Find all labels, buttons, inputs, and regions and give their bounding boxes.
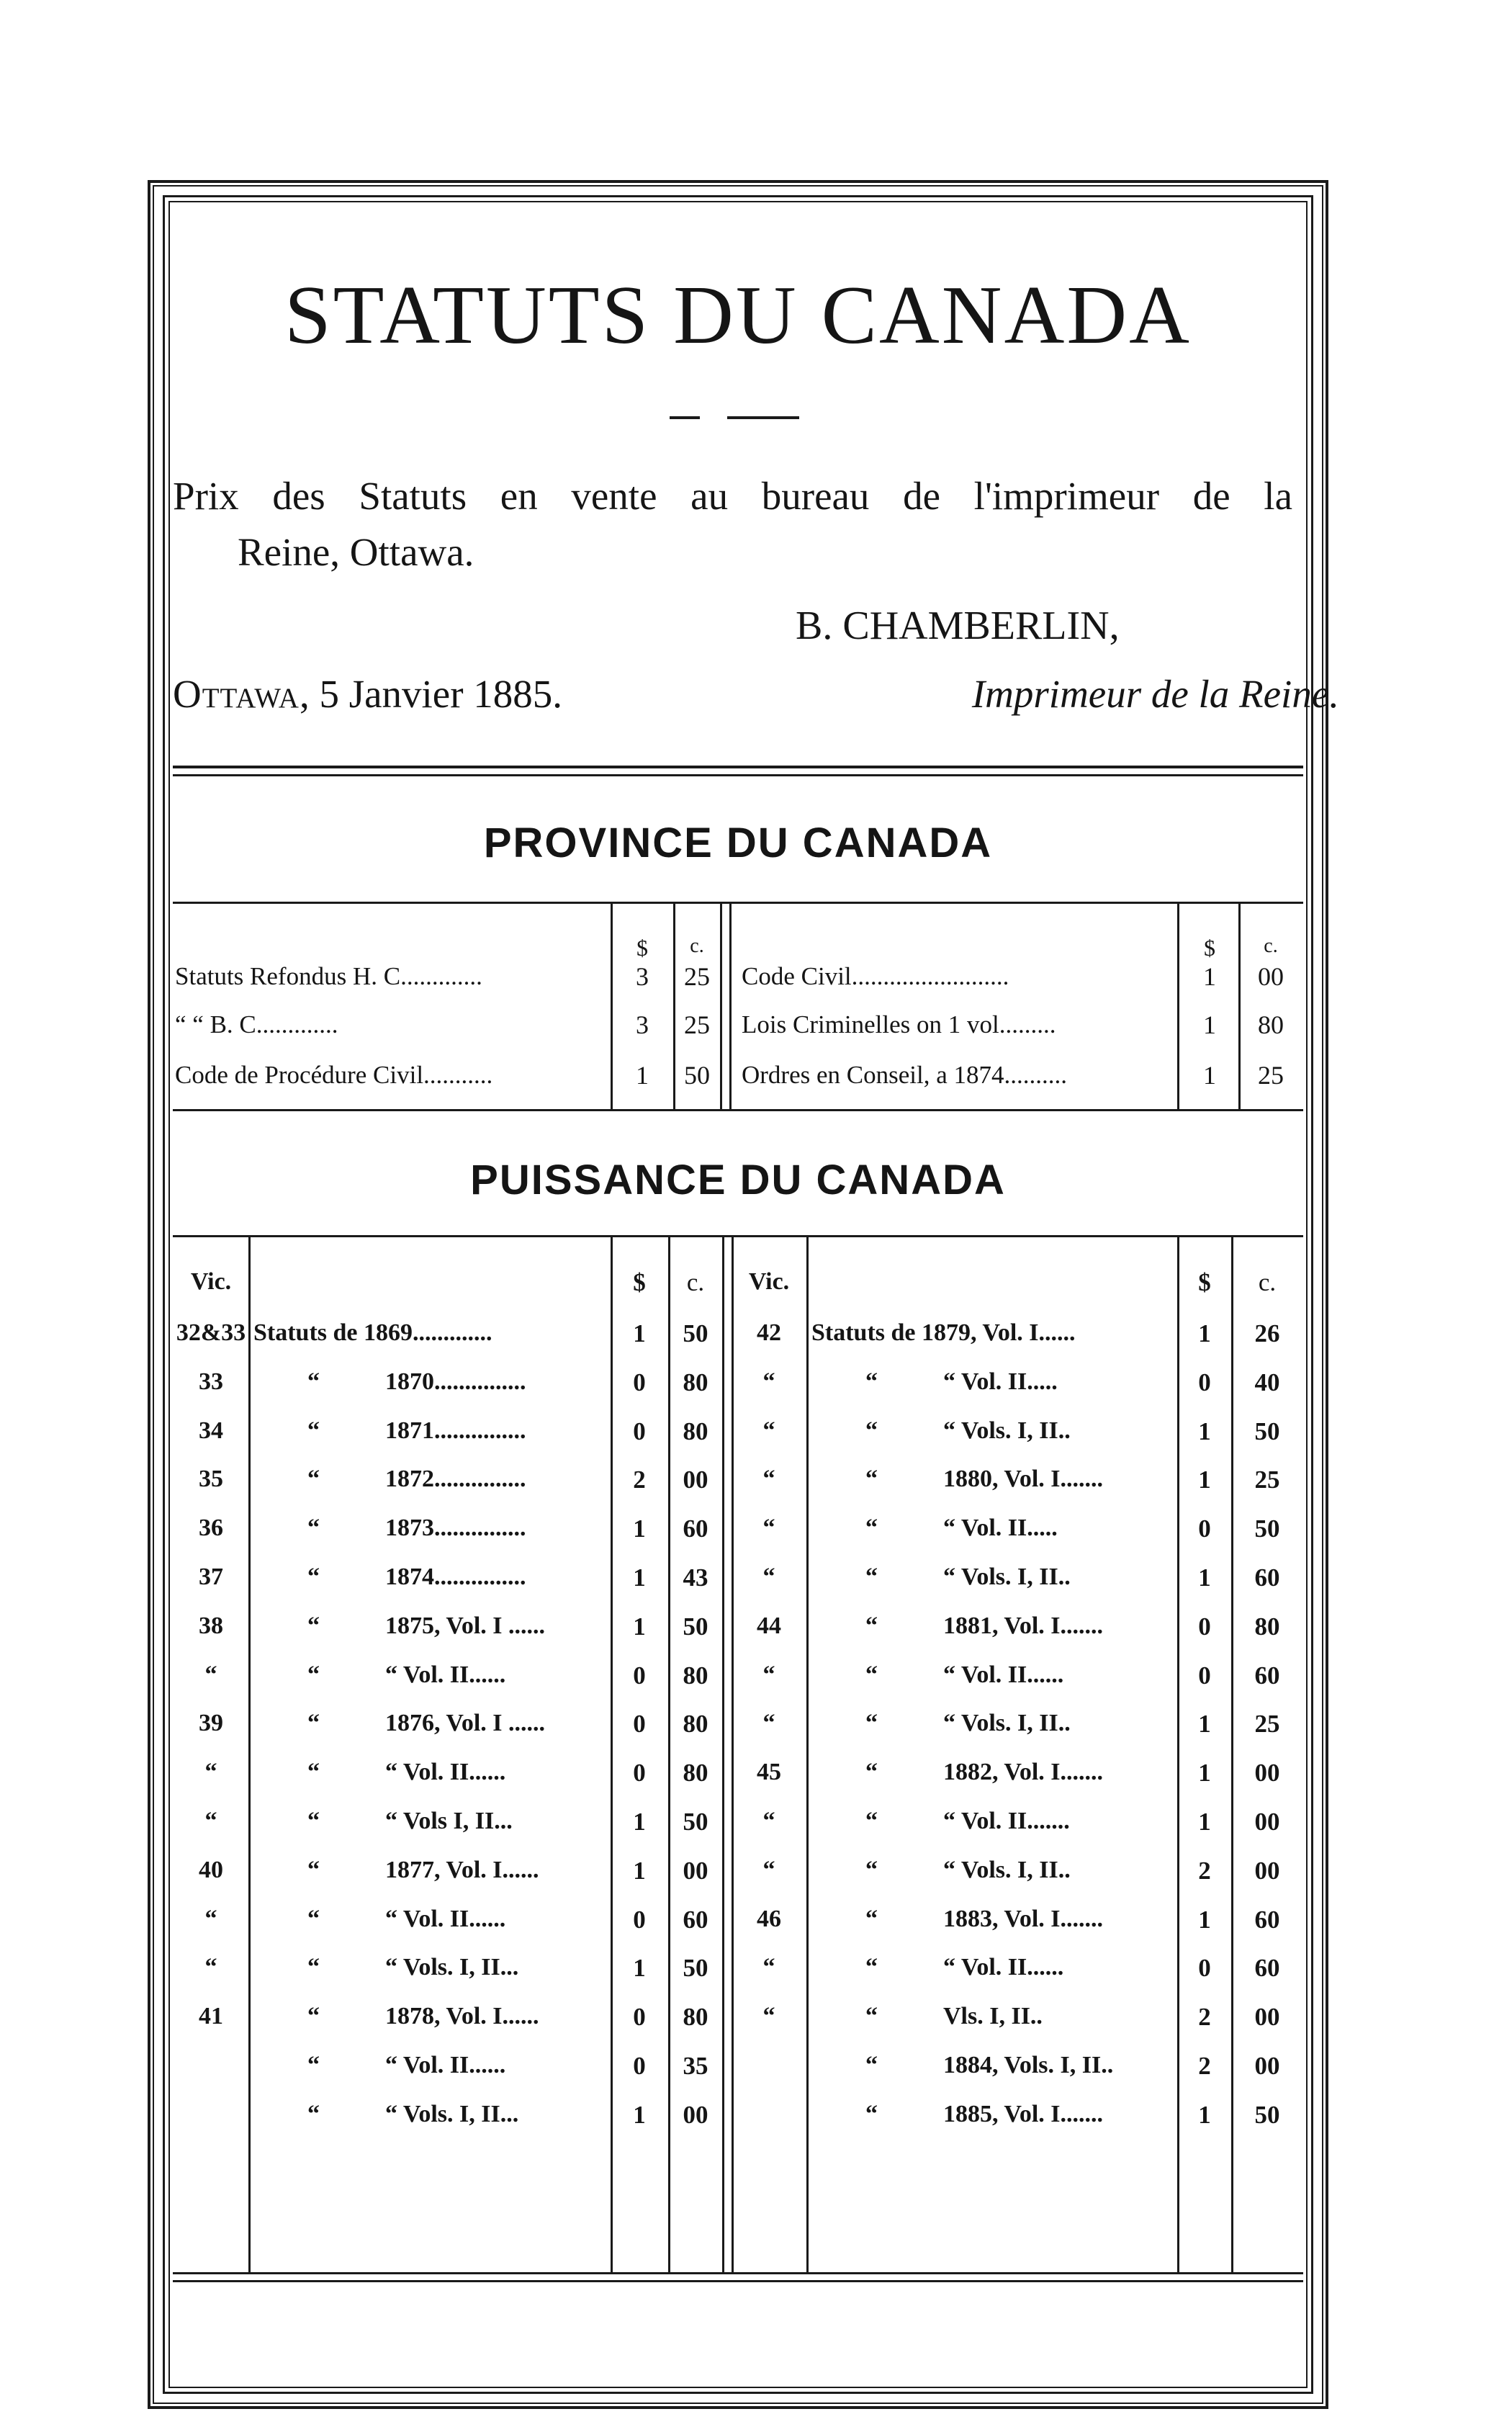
province-header-cents: c. bbox=[1264, 935, 1278, 957]
province-right-cents: 00 bbox=[1258, 962, 1284, 991]
puissance-row-label: 1871............... bbox=[385, 1417, 526, 1444]
puissance-row-label: 1875, Vol. I ...... bbox=[385, 1612, 545, 1639]
puissance-row-ditto: “ bbox=[307, 1759, 320, 1785]
puissance-row-cents: 00 bbox=[683, 1466, 708, 1494]
puissance-row-vic: “ bbox=[762, 1661, 775, 1688]
puissance-row-cents: 00 bbox=[1254, 1759, 1280, 1787]
puissance-row-ditto: “ bbox=[865, 1466, 878, 1492]
puissance-row-ditto: “ bbox=[865, 2052, 878, 2078]
puissance-row-cents: 00 bbox=[683, 2101, 708, 2129]
puissance-row-dollars: 1 bbox=[1198, 1710, 1211, 1738]
puissance-row-label: “ Vols. I, II.. bbox=[943, 1710, 1071, 1736]
puissance-row-ditto: “ bbox=[307, 1661, 320, 1688]
puissance-row-dollars: 0 bbox=[1198, 1515, 1211, 1543]
puissance-row-dollars: 1 bbox=[1198, 2101, 1211, 2129]
province-right-dollars: 1 bbox=[1203, 1061, 1216, 1090]
puissance-row-vic: “ bbox=[762, 2003, 775, 2029]
puissance-row-cents: 26 bbox=[1254, 1319, 1280, 1347]
puissance-row-label: “ Vols. I, II.. bbox=[943, 1564, 1071, 1590]
puissance-row-label: “ Vols I, II... bbox=[385, 1808, 513, 1834]
puissance-row-cents: 80 bbox=[683, 1759, 708, 1787]
puissance-row-vic: 38 bbox=[199, 1612, 223, 1639]
puissance-row-label: “ Vols. I, II.. bbox=[943, 1417, 1071, 1444]
province-left-dollars: 1 bbox=[636, 1061, 649, 1090]
title-dash-short bbox=[670, 416, 700, 419]
puissance-row-ditto: “ bbox=[307, 1857, 320, 1883]
puissance-row-dollars: 0 bbox=[633, 2052, 646, 2080]
signer-name: B. CHAMBERLIN, bbox=[796, 604, 1120, 648]
puissance-row-vic: 41 bbox=[199, 2003, 223, 2029]
puissance-row-cents: 50 bbox=[1254, 2101, 1280, 2129]
puissance-row-cents: 43 bbox=[683, 1564, 708, 1592]
puissance-row-vic: 46 bbox=[757, 1906, 781, 1932]
puissance-row-cents: 00 bbox=[1254, 2052, 1280, 2080]
province-left-label: “ “ B. C............. bbox=[175, 1010, 338, 1038]
province-section-title: PROVINCE DU CANADA bbox=[483, 820, 993, 866]
puissance-row-cents: 60 bbox=[683, 1515, 708, 1543]
puissance-row-vic: 40 bbox=[199, 1857, 223, 1883]
province-header-dollar: $ bbox=[1204, 935, 1215, 961]
puissance-row-dollars: 0 bbox=[1198, 1368, 1211, 1396]
puissance-row-cents: 25 bbox=[1254, 1710, 1280, 1738]
province-left-cents: 25 bbox=[684, 1010, 710, 1039]
puissance-row-dollars: 2 bbox=[1198, 1857, 1211, 1885]
puissance-row-ditto: “ bbox=[865, 1661, 878, 1688]
province-right-cents: 25 bbox=[1258, 1061, 1284, 1090]
puissance-row-label: “ Vol. II...... bbox=[943, 1954, 1064, 1980]
puissance-row-ditto: “ bbox=[865, 1710, 878, 1736]
puissance-row-ditto: “ bbox=[865, 1906, 878, 1932]
puissance-row-ditto: “ bbox=[307, 1612, 320, 1639]
puissance-row-ditto: “ bbox=[307, 1808, 320, 1834]
puissance-row-ditto: “ bbox=[865, 2003, 878, 2029]
puissance-row-label: 1882, Vol. I....... bbox=[943, 1759, 1103, 1785]
puissance-row-label: “ Vol. II..... bbox=[943, 1368, 1058, 1395]
puissance-header-dollar: $ bbox=[1198, 1268, 1211, 1296]
puissance-row-dollars: 1 bbox=[633, 1319, 646, 1347]
puissance-row-vic: “ bbox=[204, 1759, 217, 1785]
puissance-row-label: “ Vol. II....... bbox=[943, 1808, 1070, 1834]
puissance-row-label: 1870............... bbox=[385, 1368, 526, 1395]
puissance-row-vic: “ bbox=[204, 1808, 217, 1834]
puissance-row-label: “ Vol. II..... bbox=[943, 1515, 1058, 1541]
puissance-row-dollars: 2 bbox=[633, 1466, 646, 1494]
puissance-row-vic: “ bbox=[762, 1954, 775, 1980]
puissance-row-vic: “ bbox=[762, 1515, 775, 1541]
puissance-row-label: 1877, Vol. I...... bbox=[385, 1857, 539, 1883]
puissance-row-vic: “ bbox=[204, 1906, 217, 1932]
puissance-row-ditto: “ bbox=[865, 1954, 878, 1980]
section-rule-top-2 bbox=[173, 774, 1303, 776]
puissance-row-vic: 37 bbox=[199, 1564, 223, 1590]
province-right-dollars: 1 bbox=[1203, 962, 1216, 991]
intro-text-line1: Prix des Statuts en vente au bureau de l'imprimeur de la bbox=[173, 474, 1292, 518]
puissance-row-ditto: “ bbox=[865, 1857, 878, 1883]
puissance-row-cents: 80 bbox=[683, 1661, 708, 1690]
intro-text-line2: Reine, Ottawa. bbox=[238, 530, 474, 574]
puissance-row-dollars: 0 bbox=[1198, 1661, 1211, 1690]
province-header-cents: c. bbox=[690, 935, 704, 957]
puissance-row-cents: 60 bbox=[1254, 1564, 1280, 1592]
puissance-row-dollars: 1 bbox=[633, 1857, 646, 1885]
puissance-row-vic: “ bbox=[762, 1368, 775, 1395]
puissance-row-dollars: 0 bbox=[633, 1661, 646, 1690]
puissance-row-vic: “ bbox=[762, 1808, 775, 1834]
puissance-row-dollars: 0 bbox=[1198, 1954, 1211, 1982]
puissance-row-label: “ Vol. II...... bbox=[943, 1661, 1064, 1688]
puissance-row-label: 1885, Vol. I....... bbox=[943, 2101, 1103, 2127]
puissance-row-ditto: “ bbox=[865, 1759, 878, 1785]
puissance-row-ditto: “ bbox=[307, 1954, 320, 1980]
puissance-row-dollars: 0 bbox=[633, 2003, 646, 2031]
puissance-row-dollars: 1 bbox=[633, 1808, 646, 1836]
puissance-row-vic: 44 bbox=[757, 1612, 781, 1639]
puissance-row-vic: “ bbox=[762, 1417, 775, 1444]
puissance-row-ditto: “ bbox=[865, 1417, 878, 1444]
dateline-city: Ottawa bbox=[173, 672, 300, 716]
puissance-row-ditto: “ bbox=[307, 1417, 320, 1444]
bottom-rule bbox=[173, 2272, 1303, 2274]
puissance-row-dollars: 1 bbox=[1198, 1466, 1211, 1494]
province-vline bbox=[611, 902, 613, 1109]
puissance-row-ditto: “ bbox=[307, 1906, 320, 1932]
puissance-row-label: “ Vols. I, II... bbox=[385, 1954, 519, 1980]
puissance-row-dollars: 1 bbox=[1198, 1759, 1211, 1787]
puissance-row-label: 1872............... bbox=[385, 1466, 526, 1492]
puissance-row-ditto: “ bbox=[865, 1368, 878, 1395]
puissance-row-ditto: “ bbox=[307, 2003, 320, 2029]
province-vline bbox=[720, 902, 722, 1109]
puissance-row-vic: 39 bbox=[199, 1710, 223, 1736]
province-right-label: Code Civil......................... bbox=[742, 962, 1009, 990]
puissance-row-cents: 60 bbox=[683, 1906, 708, 1934]
puissance-row-cents: 50 bbox=[683, 1954, 708, 1982]
dateline bbox=[173, 666, 562, 722]
puissance-row-label: “ Vol. II...... bbox=[385, 1906, 506, 1932]
puissance-rule-top bbox=[173, 1235, 1303, 1237]
puissance-header-cents: c. bbox=[1258, 1268, 1277, 1296]
puissance-row-label: 1873............... bbox=[385, 1515, 526, 1541]
puissance-row-ditto: “ bbox=[865, 1612, 878, 1639]
province-right-label: Ordres en Conseil, a 1874.......... bbox=[742, 1061, 1068, 1089]
puissance-row-ditto: “ bbox=[865, 1564, 878, 1590]
puissance-row-label: 1874............... bbox=[385, 1564, 526, 1590]
puissance-row-dollars: 1 bbox=[1198, 1417, 1211, 1445]
puissance-row-label: “ Vol. II...... bbox=[385, 1661, 506, 1688]
puissance-row-label: “ Vol. II...... bbox=[385, 1759, 506, 1785]
puissance-row-vic: 34 bbox=[199, 1417, 223, 1444]
province-vline bbox=[1238, 902, 1241, 1109]
puissance-row-cents: 50 bbox=[1254, 1515, 1280, 1543]
puissance-vline bbox=[611, 1237, 613, 2272]
puissance-row-dollars: 1 bbox=[633, 1564, 646, 1592]
puissance-row-cents: 00 bbox=[1254, 1808, 1280, 1836]
puissance-section-title: PUISSANCE DU CANADA bbox=[470, 1157, 1006, 1203]
title-dash-long bbox=[727, 416, 799, 419]
puissance-row-dollars: 0 bbox=[633, 1417, 646, 1445]
puissance-row-dollars: 1 bbox=[1198, 1564, 1211, 1592]
puissance-row-dollars: 0 bbox=[1198, 1612, 1211, 1641]
puissance-row-label: 1883, Vol. I....... bbox=[943, 1906, 1103, 1932]
puissance-vline bbox=[1231, 1237, 1233, 2272]
puissance-row-cents: 40 bbox=[1254, 1368, 1280, 1396]
puissance-row-vic: “ bbox=[762, 1710, 775, 1736]
puissance-row-label: Statuts de 1879, Vol. I...... bbox=[811, 1319, 1076, 1346]
puissance-row-label: “ Vols. I, II... bbox=[385, 2101, 519, 2127]
puissance-row-label: Statuts de 1869............. bbox=[253, 1319, 492, 1346]
puissance-header-dollar: $ bbox=[633, 1268, 646, 1296]
puissance-row-dollars: 1 bbox=[633, 1515, 646, 1543]
puissance-vline bbox=[722, 1237, 724, 2272]
puissance-row-vic: “ bbox=[762, 1857, 775, 1883]
dateline-date: , 5 Janvier 1885. bbox=[299, 672, 563, 716]
puissance-row-dollars: 1 bbox=[633, 2101, 646, 2129]
puissance-row-cents: 60 bbox=[1254, 1954, 1280, 1982]
puissance-row-ditto: “ bbox=[307, 1515, 320, 1541]
province-header-dollar: $ bbox=[636, 935, 648, 961]
puissance-row-label: 1884, Vols. I, II.. bbox=[943, 2052, 1114, 2078]
puissance-row-cents: 35 bbox=[683, 2052, 708, 2080]
province-right-label: Lois Criminelles on 1 vol......... bbox=[742, 1010, 1056, 1038]
puissance-row-ditto: “ bbox=[865, 2101, 878, 2127]
puissance-row-label: 1881, Vol. I....... bbox=[943, 1612, 1103, 1639]
section-rule-top bbox=[173, 766, 1303, 768]
puissance-row-dollars: 0 bbox=[633, 1759, 646, 1787]
puissance-row-dollars: 1 bbox=[1198, 1319, 1211, 1347]
puissance-row-dollars: 1 bbox=[1198, 1906, 1211, 1934]
puissance-row-cents: 50 bbox=[683, 1319, 708, 1347]
puissance-row-label: “ Vols. I, II.. bbox=[943, 1857, 1071, 1883]
province-vline bbox=[729, 902, 732, 1109]
puissance-row-vic: 42 bbox=[757, 1319, 781, 1346]
puissance-row-dollars: 0 bbox=[633, 1906, 646, 1934]
puissance-row-label: 1878, Vol. I...... bbox=[385, 2003, 539, 2029]
province-vline bbox=[1177, 902, 1179, 1109]
puissance-row-ditto: “ bbox=[307, 1710, 320, 1736]
puissance-row-cents: 50 bbox=[1254, 1417, 1280, 1445]
puissance-row-cents: 50 bbox=[683, 1612, 708, 1641]
puissance-row-vic: 45 bbox=[757, 1759, 781, 1785]
page-title: STATUTS DU CANADA bbox=[284, 269, 1192, 362]
puissance-header-cents: c. bbox=[686, 1268, 705, 1296]
puissance-row-cents: 50 bbox=[683, 1808, 708, 1836]
puissance-row-vic: 33 bbox=[199, 1368, 223, 1395]
puissance-row-cents: 80 bbox=[683, 2003, 708, 2031]
puissance-row-cents: 80 bbox=[683, 1710, 708, 1738]
puissance-row-label: 1876, Vol. I ...... bbox=[385, 1710, 545, 1736]
province-left-dollars: 3 bbox=[636, 962, 649, 991]
puissance-header-vic: Vic. bbox=[190, 1268, 232, 1295]
puissance-row-cents: 25 bbox=[1254, 1466, 1280, 1494]
province-rule-top bbox=[173, 902, 1303, 904]
province-rule-bottom bbox=[173, 1109, 1303, 1111]
puissance-vline bbox=[248, 1237, 251, 2272]
puissance-row-ditto: “ bbox=[307, 2101, 320, 2127]
puissance-row-vic: 32&33 bbox=[176, 1319, 246, 1346]
puissance-row-vic: “ bbox=[762, 1466, 775, 1492]
puissance-vline bbox=[806, 1237, 809, 2272]
puissance-row-ditto: “ bbox=[307, 2052, 320, 2078]
province-left-label: Code de Procédure Civil........... bbox=[175, 1061, 493, 1089]
puissance-header-vic: Vic. bbox=[748, 1268, 790, 1295]
puissance-row-vic: 36 bbox=[199, 1515, 223, 1541]
province-left-cents: 50 bbox=[684, 1061, 710, 1090]
puissance-row-dollars: 1 bbox=[633, 1612, 646, 1641]
puissance-row-cents: 60 bbox=[1254, 1906, 1280, 1934]
puissance-row-vic: “ bbox=[762, 1564, 775, 1590]
puissance-row-ditto: “ bbox=[865, 1515, 878, 1541]
puissance-row-ditto: “ bbox=[307, 1368, 320, 1395]
puissance-row-cents: 80 bbox=[1254, 1612, 1280, 1641]
province-left-label: Statuts Refondus H. C............. bbox=[175, 962, 482, 990]
province-right-cents: 80 bbox=[1258, 1010, 1284, 1039]
puissance-row-ditto: “ bbox=[865, 1808, 878, 1834]
puissance-row-label: 1880, Vol. I....... bbox=[943, 1466, 1103, 1492]
puissance-row-dollars: 0 bbox=[633, 1710, 646, 1738]
puissance-row-vic: 35 bbox=[199, 1466, 223, 1492]
bottom-rule-2 bbox=[173, 2280, 1303, 2282]
puissance-row-ditto: “ bbox=[307, 1564, 320, 1590]
puissance-row-dollars: 2 bbox=[1198, 2052, 1211, 2080]
puissance-row-dollars: 1 bbox=[1198, 1808, 1211, 1836]
puissance-row-dollars: 1 bbox=[633, 1954, 646, 1982]
puissance-row-vic: “ bbox=[204, 1661, 217, 1688]
puissance-row-cents: 00 bbox=[1254, 1857, 1280, 1885]
puissance-row-label: “ Vol. II...... bbox=[385, 2052, 506, 2078]
signer-title: Imprimeur de la Reine. bbox=[971, 672, 1339, 716]
province-left-dollars: 3 bbox=[636, 1010, 649, 1039]
puissance-row-cents: 00 bbox=[1254, 2003, 1280, 2031]
puissance-row-cents: 00 bbox=[683, 1857, 708, 1885]
puissance-row-cents: 80 bbox=[683, 1417, 708, 1445]
puissance-row-label: Vls. I, II.. bbox=[943, 2003, 1043, 2029]
province-right-dollars: 1 bbox=[1203, 1010, 1216, 1039]
province-left-cents: 25 bbox=[684, 962, 710, 991]
puissance-row-cents: 80 bbox=[683, 1368, 708, 1396]
puissance-row-dollars: 0 bbox=[633, 1368, 646, 1396]
puissance-row-ditto: “ bbox=[307, 1466, 320, 1492]
puissance-row-cents: 60 bbox=[1254, 1661, 1280, 1690]
puissance-row-dollars: 2 bbox=[1198, 2003, 1211, 2031]
puissance-row-vic: “ bbox=[204, 1954, 217, 1980]
